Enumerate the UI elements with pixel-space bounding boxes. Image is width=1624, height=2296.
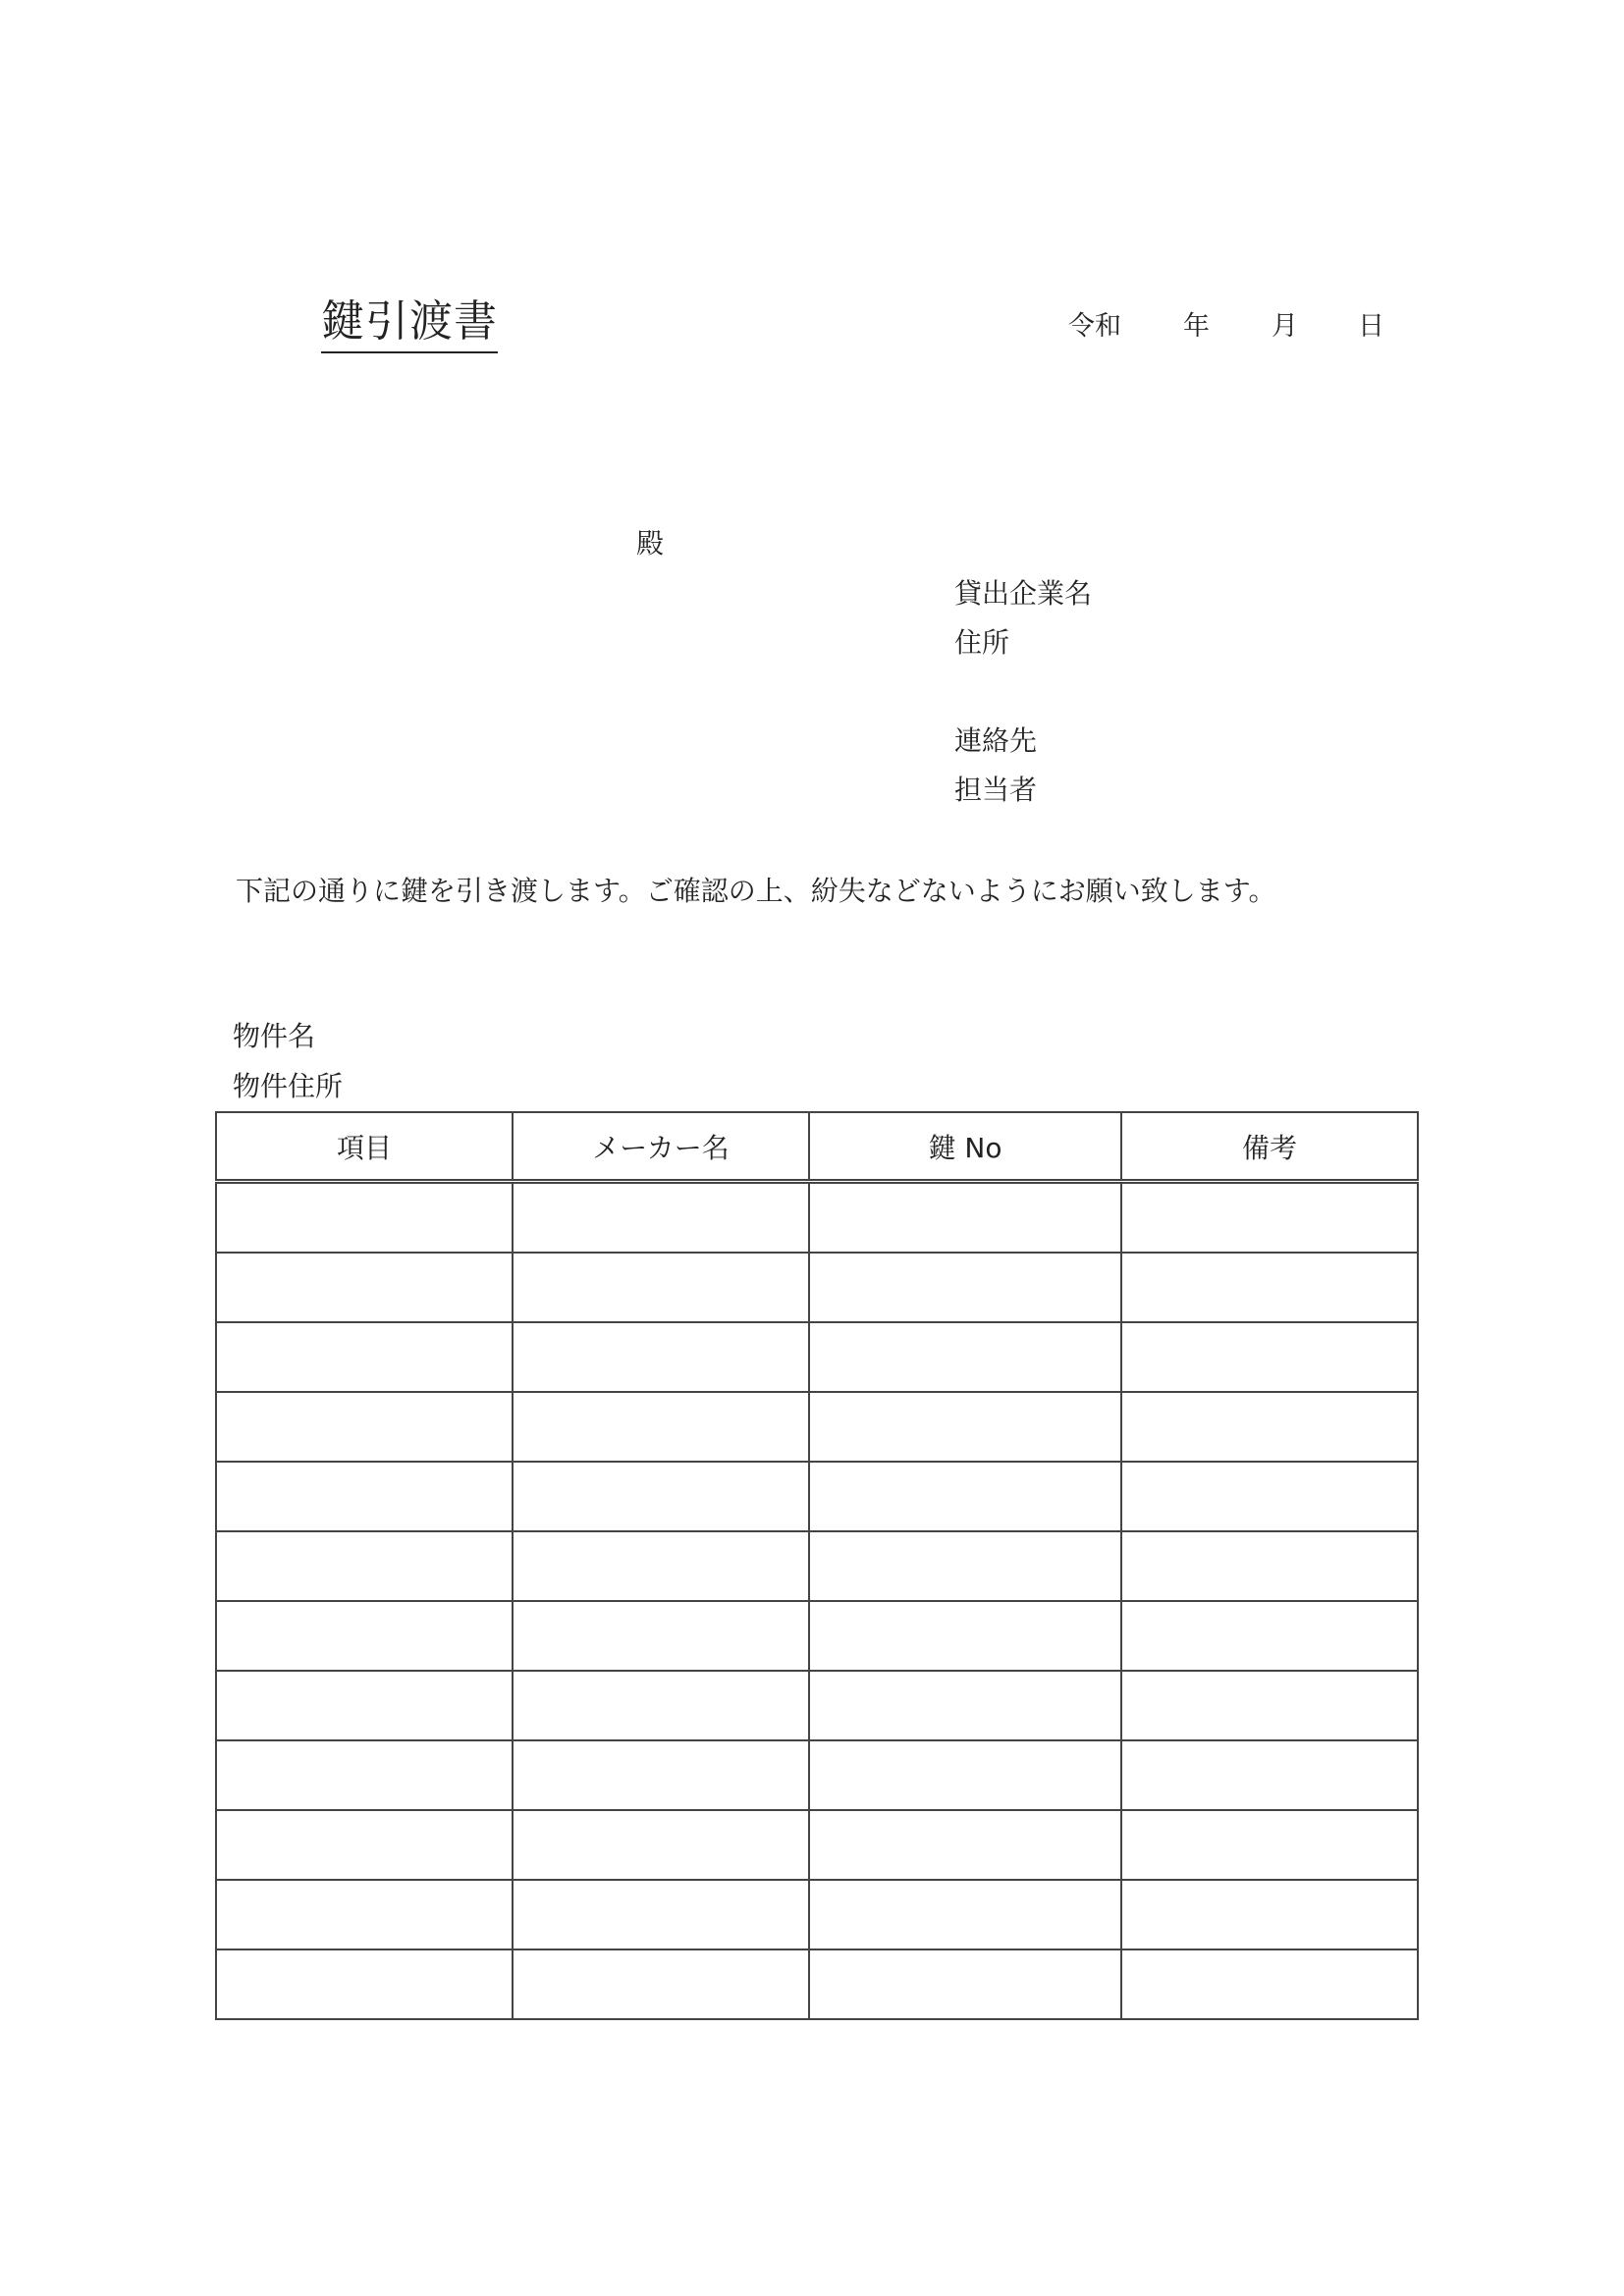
- table-cell: [809, 1671, 1121, 1740]
- table-cell: [1121, 1810, 1418, 1880]
- table-cell: [216, 1253, 513, 1322]
- table-cell: [1121, 1462, 1418, 1531]
- table-row: [216, 1671, 1418, 1740]
- table-cell: [216, 1601, 513, 1671]
- table-row: [216, 1740, 1418, 1810]
- table-cell: [1121, 1253, 1418, 1322]
- table-cell: [513, 1392, 809, 1462]
- table-cell: [1121, 1671, 1418, 1740]
- table-cell: [513, 1182, 809, 1254]
- table-cell: [216, 1531, 513, 1601]
- table-cell: [809, 1949, 1121, 2019]
- table-row: [216, 1810, 1418, 1880]
- intro-text: 下記の通りに鍵を引き渡します。ご確認の上、紛失などないようにお願い致します。: [236, 875, 1276, 907]
- table-cell: [513, 1880, 809, 1949]
- table-cell: [216, 1740, 513, 1810]
- sender-person-label: 担当者: [954, 774, 1038, 806]
- header-maker-name: メーカー名: [513, 1112, 809, 1182]
- table-cell: [513, 1671, 809, 1740]
- table-cell: [809, 1880, 1121, 1949]
- table-cell: [809, 1462, 1121, 1531]
- table-cell: [809, 1182, 1121, 1254]
- table-row: [216, 1322, 1418, 1392]
- table-row: [216, 1880, 1418, 1949]
- table-cell: [809, 1322, 1121, 1392]
- table-cell: [216, 1462, 513, 1531]
- table-cell: [1121, 1949, 1418, 2019]
- table-cell: [216, 1392, 513, 1462]
- date-era: 令和: [1068, 311, 1121, 342]
- header-remarks: 備考: [1121, 1112, 1418, 1182]
- sender-company-label: 貸出企業名: [954, 577, 1093, 610]
- header-item: 項目: [216, 1112, 513, 1182]
- table-cell: [1121, 1392, 1418, 1462]
- table-cell: [513, 1462, 809, 1531]
- table-cell: [1121, 1322, 1418, 1392]
- table-cell: [809, 1531, 1121, 1601]
- sender-contact-label: 連絡先: [954, 724, 1038, 757]
- property-name-label: 物件名: [233, 1020, 316, 1052]
- table-cell: [1121, 1601, 1418, 1671]
- table-row: [216, 1392, 1418, 1462]
- table-cell: [513, 1949, 809, 2019]
- table-cell: [1121, 1531, 1418, 1601]
- table-cell: [216, 1182, 513, 1254]
- table-cell: [809, 1810, 1121, 1880]
- table-cell: [513, 1601, 809, 1671]
- table-cell: [809, 1392, 1121, 1462]
- table-row: [216, 1462, 1418, 1531]
- table-cell: [809, 1601, 1121, 1671]
- sender-address-label: 住所: [954, 626, 1010, 659]
- table-cell: [809, 1253, 1121, 1322]
- table-row: [216, 1531, 1418, 1601]
- header-key-no: 鍵 No: [809, 1112, 1121, 1182]
- key-handover-table: [215, 1111, 1419, 2020]
- table-cell: [513, 1253, 809, 1322]
- table-cell: [809, 1740, 1121, 1810]
- table-cell: [216, 1810, 513, 1880]
- table-cell: [216, 1949, 513, 2019]
- addressee-suffix: 殿: [636, 527, 665, 560]
- table-row: [216, 1601, 1418, 1671]
- table-cell: [1121, 1880, 1418, 1949]
- document-title: 鍵引渡書: [321, 293, 498, 353]
- table-cell: [513, 1810, 809, 1880]
- table-cell: [513, 1322, 809, 1392]
- table-header-row: [216, 1112, 1418, 1182]
- property-address-label: 物件住所: [233, 1070, 344, 1102]
- table-row: [216, 1949, 1418, 2019]
- table-cell: [513, 1531, 809, 1601]
- date-day-label: 日: [1358, 311, 1384, 342]
- table-cell: [216, 1671, 513, 1740]
- date-year-label: 年: [1183, 311, 1210, 342]
- table-row: [216, 1182, 1418, 1254]
- table-cell: [216, 1880, 513, 1949]
- table-row: [216, 1253, 1418, 1322]
- date-month-label: 月: [1272, 311, 1298, 342]
- table-cell: [513, 1740, 809, 1810]
- table-cell: [216, 1322, 513, 1392]
- table-cell: [1121, 1740, 1418, 1810]
- table-cell: [1121, 1182, 1418, 1254]
- date-line: [1068, 309, 1384, 345]
